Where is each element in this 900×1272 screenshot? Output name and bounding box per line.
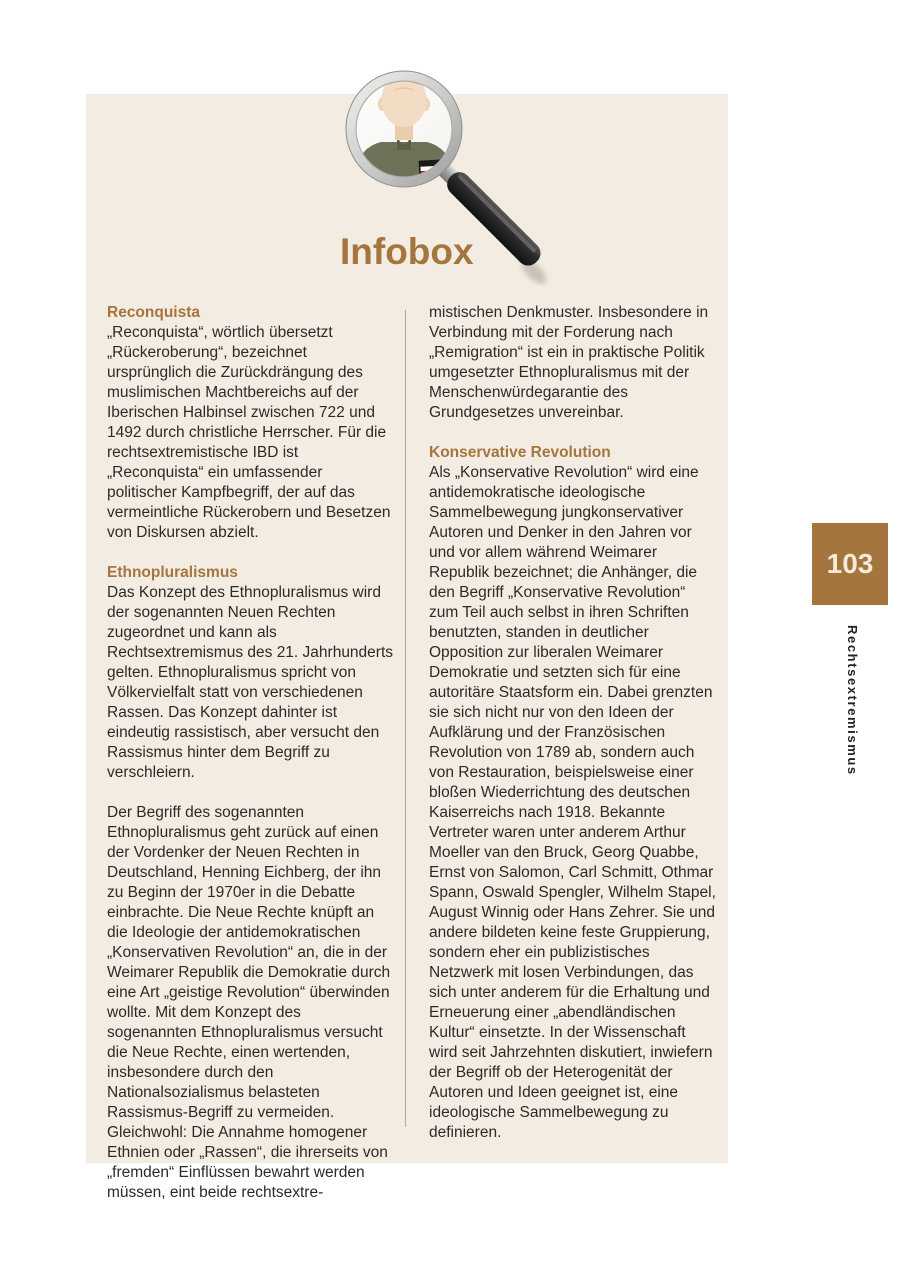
column-divider — [405, 310, 406, 1127]
section-body-ethnopluralismus-2: Der Begriff des sogenannten Ethnopluralismus geht zurück auf einen der Vordenker der Neuen Rechten in Deutschland, Henning Eichberg, der ihn zu Beginn der 1970er in die Debatte einbrachte. Die Neue Rechte knüpft an die Ideologie der antidemokratischen „Konservativen Revolution“ an, die in der Weimarer Republik die Demokratie durch eine Art „geistige Revolution“ überwinden wollte. Mit dem Konzept des sogenannten Ethnopluralismus versucht die Neue Rechte, einen wertenden, insbesondere durch den Nationalsozialismus belasteten Rassismus-Begriff zu vermeiden. Gleichwohl: Die Annahme homogener Ethnien oder „Rassen“, die ihrerseits von „fremden“ Einflüssen bewahrt werden müssen, eint beide rechtsextre- — [107, 804, 391, 1201]
section-body-reconquista: „Reconquista“, wörtlich übersetzt „Rückeroberung“, bezeichnet ursprünglich die Zurückdrängung des muslimischen Machtbereichs auf der Iberischen Halbinsel zwischen 722 und 1492 durch christliche Herrscher. Für die rechtsextremistische IBD ist „Reconquista“ ein umfassender politischer Kampfbegriff, der auf das vermeintliche Rückerobern und Besetzen von Diskursen abzielt. — [107, 324, 391, 541]
section-body-konservative-revolution: Als „Konservative Revolution“ wird eine antidemokratische ideologische Sammelbewegung jungkonservativer Autoren und Denker in den Jahren vor und vor allem während Weimarer Republik bezeichnet; die Anhänger, die den Begriff „Konservative Revolution“ zum Teil auch selbst in ihren Schriften benutzten, standen in deutlicher Opposition zur liberalen Weimarer Demokratie und setzten sich für eine autoritäre Staatsform ein. Dabei grenzten sie sich nicht nur von den Ideen der Aufklärung und der Französischen Revolution von 1789 ab, sondern auch von Restauration, beispielsweise einer bloßen Wiederrichtung des deutschen Kaiserreichs nach 1918. Bekannte Vertreter waren unter anderem Arthur Moeller van den Bruck, Georg Quabbe, Ernst von Salomon, Carl Schmitt, Othmar Spann, Oswald Spengler, Wilhelm Stapel, August Winnig oder Hans Zehrer. Sie und andere bildeten keine feste Gruppierung, sondern eher ein publizistisches Netzwerk mit losen Verbindungen, das sich unter anderem für die Erhaltung und Erneuerung einer „abendländischen Kultur“ einsetzte. In der Wissenschaft wird seit Jahrzehnten diskutiert, inwiefern der Begriff ob der Heterogenität der Autoren und Ideen geeignet ist, eine ideologische Sammelbewegung zu definieren. — [429, 464, 716, 1141]
section-body-ethnopluralismus: Das Konzept des Ethnopluralismus wird der sogenannten Neuen Rechten zugeordnet und kann als Rechtsextremismus des 21. Jahrhunderts gelten. Ethnopluralismus spricht von Völkervielfalt statt von verschiedenen Rassen. Das Konzept dahinter ist eindeutig rassistisch, aber versucht den Rassismus hinter dem Begriff zu verschleiern. — [107, 584, 394, 781]
section-body-continuation: mistischen Denkmuster. Insbesondere in Verbindung mit der Forderung nach „Remigration“ ist ein in praktische Politik umgesetzter Ethnopluralismus mit der Menschenwürdegarantie des Grundgesetzes unvereinbar. — [429, 304, 709, 421]
section-heading-ethnopluralismus: Ethnopluralismus — [107, 564, 238, 581]
page-number-badge: 103 — [812, 523, 888, 605]
page-title: Infobox — [340, 231, 474, 272]
chapter-side-label: Rechtsextremismus — [845, 625, 860, 776]
section-heading-konservative-revolution: Konservative Revolution — [429, 444, 611, 461]
right-column — [429, 303, 716, 1163]
left-column — [107, 303, 394, 1223]
section-heading-reconquista: Reconquista — [107, 304, 201, 321]
